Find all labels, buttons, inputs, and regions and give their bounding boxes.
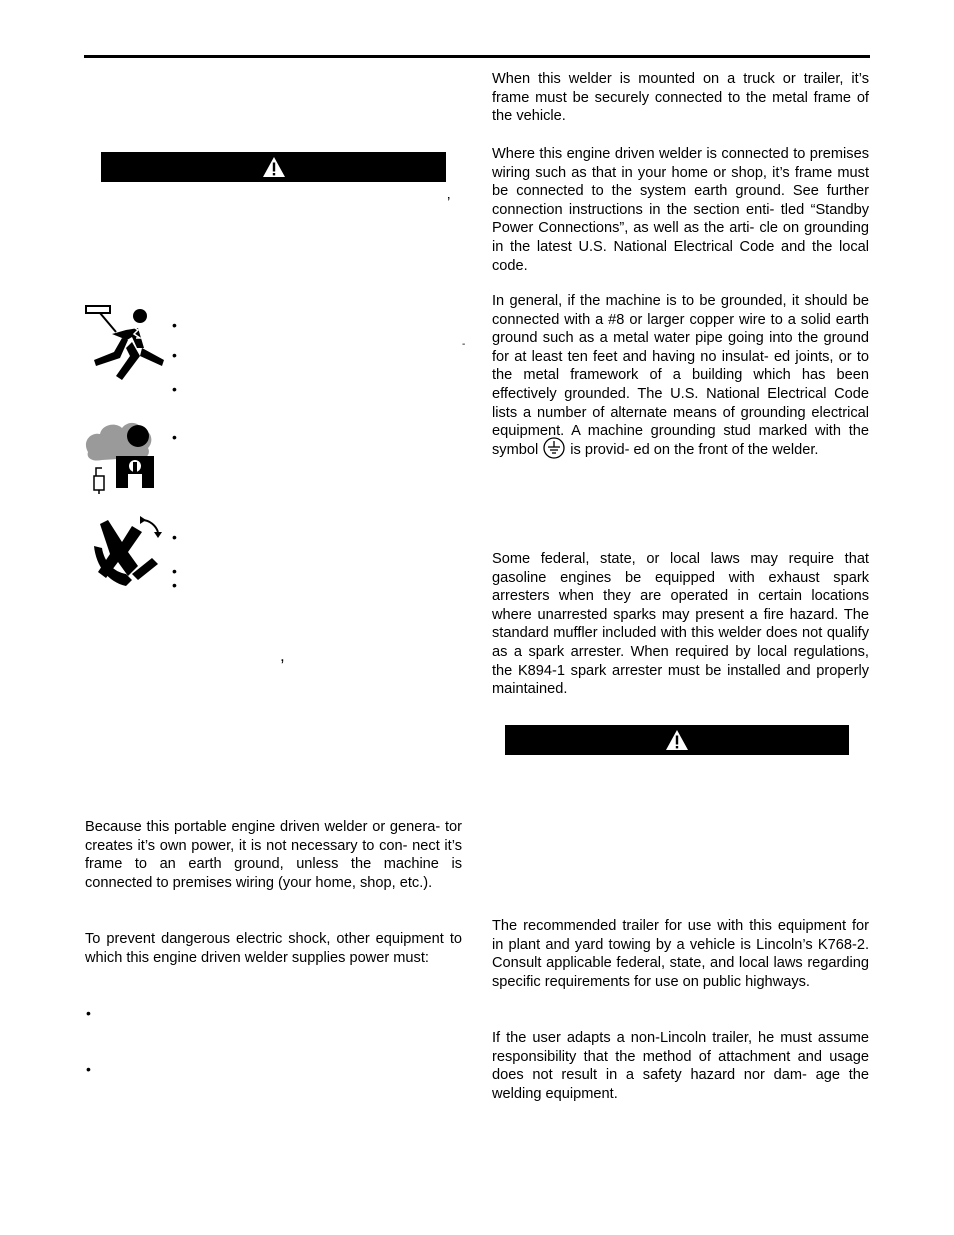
left-paragraph-1: Because this portable engine driven welder or genera- tor creates it’s own power, it is not necessary to con- nect it’s frame to an earth ground, unless the machine is connected to premises wiring (your home, shop, etc.). bbox=[85, 819, 462, 891]
stray-comma: , bbox=[280, 646, 285, 665]
right-paragraph-3-start: In general, if the machine is to be grounded, it should be connected with a #8 or larger copper wire to a solid earth ground such as a metal water pipe going into the ground for at least ten feet and having no insulat- ed joints, or to the metal framework of a building which has been effectively grounded. The U.S. National Electrical Code lists a number of alternate means of grounding electrical equipment. A machine grounding stud marked with the symbol bbox=[492, 293, 869, 458]
bullet-shock-1: • bbox=[172, 317, 177, 333]
bullet-shock-2: • bbox=[172, 347, 177, 363]
moving-parts-hand-icon bbox=[92, 516, 164, 588]
stray-apostrophe: ’ bbox=[447, 194, 451, 211]
stray-dash: - bbox=[462, 339, 466, 350]
warning-banner-right bbox=[505, 725, 849, 755]
warning-triangle-icon bbox=[665, 729, 689, 751]
bullet-fumes-1: • bbox=[172, 429, 177, 445]
bullet-shock-3: • bbox=[172, 381, 177, 397]
fumes-icon bbox=[82, 418, 162, 494]
bullet-equipment-2: • bbox=[86, 1061, 91, 1077]
header-rule bbox=[84, 55, 870, 58]
warning-triangle-icon bbox=[262, 156, 286, 178]
left-paragraph-2: To prevent dangerous electric shock, other equipment to which this engine driven welder supplies power must: bbox=[85, 931, 462, 966]
bullet-moving-2: • bbox=[172, 563, 177, 579]
right-paragraph-3-end: is provid- ed on the front of the welder. bbox=[570, 441, 819, 458]
bullet-moving-1: • bbox=[172, 529, 177, 545]
right-paragraph-3 bbox=[492, 292, 869, 459]
warning-banner-left bbox=[101, 152, 446, 182]
bullet-moving-3: • bbox=[172, 577, 177, 593]
electric-shock-icon bbox=[82, 304, 172, 386]
right-paragraph-4: Some federal, state, or local laws may require that gasoline engines be equipped with exhaust spark arresters when they are operated in certain locations where unarrested sparks may present a fire hazard. The standard muffler included with this welder does not qualify as a spark arrester. When required by local regulations, the K894-1 spark arrester must be installed and properly maintained. bbox=[492, 551, 869, 698]
ground-symbol-icon bbox=[542, 437, 566, 459]
bullet-equipment-1: • bbox=[86, 1005, 91, 1021]
right-paragraph-1: When this welder is mounted on a truck or trailer, it’s frame must be securely connected to the metal frame of the vehicle. bbox=[492, 71, 869, 125]
right-paragraph-6: If the user adapts a non-Lincoln trailer, he must assume responsibility that the method of attachment and usage does not result in a safety hazard nor dam- age the welding equipment. bbox=[492, 1030, 869, 1102]
right-paragraph-2: Where this engine driven welder is connected to premises wiring such as that in your home or shop, it’s frame must be connected to the system earth ground. See further connection instructions in the section enti- tled “Standby Power Connections”, as well as the arti- cle on grounding in the latest U.S. National Electrical Code and the local code. bbox=[492, 146, 869, 274]
right-paragraph-5: The recommended trailer for use with this equipment for in plant and yard towing by a vehicle is Lincoln’s K768-2. Consult applicable federal, state, and local laws regarding specific requirements for use on public highways. bbox=[492, 918, 869, 990]
